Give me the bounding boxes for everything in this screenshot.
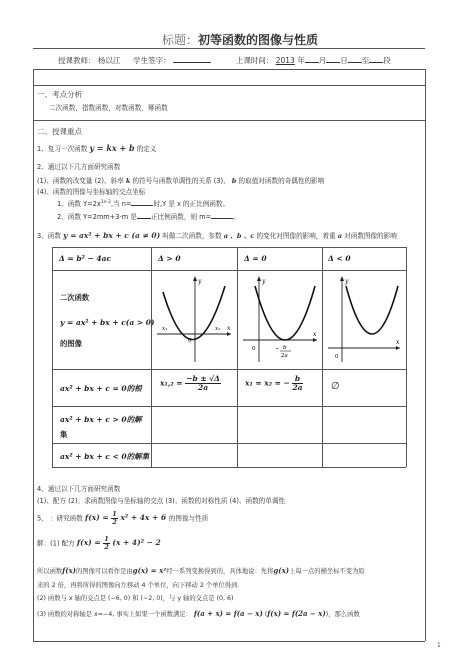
item3-a: a [337, 232, 343, 240]
row4-answer-zero[interactable] [238, 444, 321, 466]
paragraph-symmetry [37, 609, 360, 618]
item2: 2、通过以下几方面研究函数 [37, 163, 121, 171]
roots-fraction [185, 375, 221, 392]
row2-label: ax² + bx + c = 0的根 [60, 384, 142, 393]
tbl-v0 [52, 247, 53, 467]
tbl-v4 [406, 247, 407, 467]
row3-answer-zero[interactable] [238, 407, 321, 442]
graph2-y-label: y [262, 278, 266, 285]
title-prefix: 标题： [162, 33, 199, 47]
row4-label: ax² + bx + c < 0的解集 [60, 452, 150, 461]
item5-suffix: 的图像与性质 [168, 514, 209, 523]
para4-a: (3) 函数的对称轴是 x=−4, 事实上如果一个函数满足： [37, 611, 192, 618]
item3-mid: 叫做二次函数，参数 [162, 232, 222, 240]
row2-roots-equal [245, 375, 303, 392]
item2-question2 [57, 211, 240, 221]
solution-formula [76, 535, 161, 551]
frame-right [425, 69, 426, 641]
table-header-negative: Δ < 0 [328, 254, 351, 263]
frame-bottom [33, 641, 425, 642]
graph3-x-label: x [396, 339, 400, 346]
tbl-h2 [52, 369, 406, 370]
day-unit: 日 [340, 56, 348, 65]
graph-delta-zero [239, 272, 321, 367]
solution-fraction [103, 536, 110, 551]
row3-label-suffix: 集 [60, 430, 68, 439]
tbl-h5 [52, 467, 406, 468]
graph1-x2-label: x₂ [215, 326, 221, 332]
section1-heading: 一、考点分析 [37, 90, 82, 99]
solution-den: 2 [104, 542, 109, 551]
row1-label-title: 二次函数 [60, 293, 90, 302]
solution-num: 1 [104, 535, 109, 543]
solution-rhs: (x + 4)² − 2 [112, 538, 161, 548]
page-title [162, 31, 318, 48]
item5-rhs: x² + 4x + 6 [120, 513, 167, 523]
q1-a: 1、函数 Y=2x [57, 200, 101, 208]
item3-suffix: 的变化对图像的影响，着重 [256, 232, 336, 240]
time-label: 上课时间： [235, 56, 274, 65]
double-root-lhs: x₁ = x₂ = − [245, 378, 290, 388]
graph1-origin-label: 0 [188, 338, 192, 344]
student-label: 学生签字： [133, 56, 171, 65]
section1-content: 二次函数，指数函数，对数函数，幂函数 [49, 104, 168, 112]
param-b: b [231, 177, 237, 185]
paragraph-transform-2: 来的 2 倍，再将所得的图像向左移动 4 个单位，向下移动 2 个单位得到. [37, 582, 240, 589]
para4-c: )，那么函数 [325, 611, 360, 618]
frame-sep2 [33, 120, 425, 121]
month-unit: 月 [318, 56, 327, 65]
item4: 4、通过以下几方面研究函数 [37, 485, 121, 493]
item2-line2: (4)、函数的图像与坐标轴的交点坐标 [37, 188, 146, 196]
item3 [37, 230, 397, 240]
month-blank[interactable] [305, 57, 319, 63]
graph1-x-label: x [227, 325, 231, 332]
item5-lhs: f(x) = [84, 513, 109, 523]
item2-line1-a: (1)、函数的改变量 (2)、斜率 [37, 177, 124, 185]
q2-a: 2、函数 Y=2mm+3-m 是 [57, 213, 137, 221]
row2-no-roots: ∅ [331, 381, 340, 392]
q1-exponent: 3n-2 [100, 199, 111, 205]
para4-b: ( [264, 611, 268, 618]
q1-c: 时,Y 是 x 的正比例函数。 [153, 200, 230, 208]
para1-a: 所以函数 [37, 568, 63, 575]
para1-g2: g(x) [273, 566, 290, 575]
q1-b: ,当 n= [110, 200, 132, 208]
frame-sep1 [33, 85, 425, 86]
item5-den: 2 [112, 517, 117, 526]
solution-lhs: f(x) = [76, 538, 101, 548]
teacher-label: 授课教师： [58, 56, 96, 65]
solution-prefix: 解：(1) 配方 [37, 539, 75, 548]
graph2-vertex-num: b [283, 345, 287, 351]
item1-formula: y = kx + b [89, 143, 135, 153]
item5 [37, 511, 208, 526]
year-value: 2013 [275, 56, 295, 65]
row3-answer-positive[interactable] [152, 407, 236, 442]
year-unit: 年 [297, 56, 305, 65]
item2-line1-c: 的取值对函数的奇偶性的影响 [238, 177, 325, 185]
paragraph-intercepts: (2) 函数与 x 轴的交点是 (−6, 0) 和 (−2, 0)，与 y 轴的交点是 (0, 6) [37, 595, 234, 602]
para1-f: f(x) [62, 566, 76, 575]
graph3-origin-label: 0 [335, 354, 339, 360]
info-row [58, 55, 391, 66]
double-root-den: 2a [292, 382, 303, 392]
q2-answer-blank[interactable] [211, 213, 233, 219]
day-blank[interactable] [326, 57, 340, 63]
title-rule [33, 48, 425, 49]
item5-prefix: 5、 ：研究函数 [37, 514, 83, 523]
para1-c: 经一系列变换得到的，具体地说：先将 [166, 568, 274, 575]
item3-params: a 、b 、c [223, 232, 255, 240]
item2-question1 [57, 198, 229, 208]
row3-label: ax² + bx + c > 0的解 [60, 415, 142, 424]
item5-formula [84, 510, 169, 526]
q2-c: 。 [233, 213, 240, 221]
title-main: 初等函数的图像与性质 [198, 33, 319, 47]
item2-line1-b: 的符号与函数单调性的关系 (3)、 [132, 177, 230, 185]
to-label: 至 [361, 56, 370, 65]
roots-lhs: x₁,₂ = [160, 378, 183, 388]
para4-f1: f(a + x) = f(a − x) [193, 609, 263, 618]
roots-num: −b ± √Δ [186, 374, 220, 383]
frame-left [33, 69, 34, 641]
q2-b: 正比例函数，则 m= [150, 213, 212, 221]
graph2-vertex-neg-sign: − [275, 346, 280, 352]
slope-k: k [125, 177, 131, 185]
graph-delta-negative [324, 272, 404, 367]
period-unit: 段 [383, 56, 391, 65]
row1-label-suffix: 的图像 [60, 339, 82, 348]
table-header-discriminant: Δ = b² − 4ac [59, 254, 112, 263]
graph1-x1-label: x₁ [162, 326, 168, 332]
graph3-y-label: y [345, 278, 349, 285]
item1-prefix: 1、复习一次函数 [37, 145, 88, 153]
graph2-x-label: x [313, 331, 317, 338]
row2-roots-distinct [160, 375, 221, 392]
item5-num: 1 [112, 510, 117, 518]
from-blank[interactable] [348, 57, 362, 63]
solution-step1 [37, 536, 161, 551]
graph1-y-label: y [198, 278, 202, 285]
para4-f2: f(x) = f(2a − x) [267, 609, 326, 618]
item2-line1 [37, 175, 324, 185]
double-root-num: b [292, 375, 302, 384]
item3-formula: y = ax² + bx + c (a ≠ 0) [63, 231, 161, 240]
item1 [37, 143, 156, 153]
page-number: 1 [437, 642, 441, 649]
q2-blank1[interactable] [137, 213, 151, 219]
teacher-name: 杨以江 [97, 56, 121, 65]
graph-delta-positive [153, 272, 235, 367]
to-blank[interactable] [369, 57, 383, 63]
row4-answer-negative[interactable] [323, 444, 405, 466]
row3-answer-negative[interactable] [323, 407, 405, 442]
section2-heading: 二、授课重点 [37, 127, 82, 136]
q1-answer-blank[interactable] [131, 200, 153, 206]
roots-den: 2a [198, 382, 209, 392]
frame-top [33, 69, 425, 70]
table-header-positive: Δ > 0 [158, 254, 181, 263]
tbl-h1 [52, 270, 406, 271]
double-root-fraction [292, 375, 302, 392]
graph2-vertex-den: 2a [281, 353, 288, 359]
student-signature-blank[interactable] [173, 57, 211, 63]
para1-b: 的图像可以看作是由 [76, 568, 133, 575]
row4-answer-positive[interactable] [152, 444, 236, 466]
item4-list: (1)、配方 (2)、求函数图像与坐标轴的交点 (3)、函数的对称性质 (4)、函数的单调性 [37, 497, 286, 505]
tbl-h0 [52, 247, 406, 248]
item1-suffix: 的定义 [136, 145, 157, 153]
para1-g: g(x) = x² [132, 566, 167, 575]
graph2-origin-label: 0 [252, 346, 256, 352]
paragraph-transform [37, 566, 365, 575]
item3-prefix: 3、函数 [37, 232, 61, 240]
item5-fraction [111, 511, 118, 526]
row1-label-formula: y = ax² + bx + c(a > 0) [60, 318, 155, 327]
table-header-zero: Δ = 0 [244, 254, 267, 263]
para1-d: 上每一点的横坐标不变为原 [289, 568, 365, 575]
item3-end: 对函数图像的影响 [344, 232, 397, 240]
